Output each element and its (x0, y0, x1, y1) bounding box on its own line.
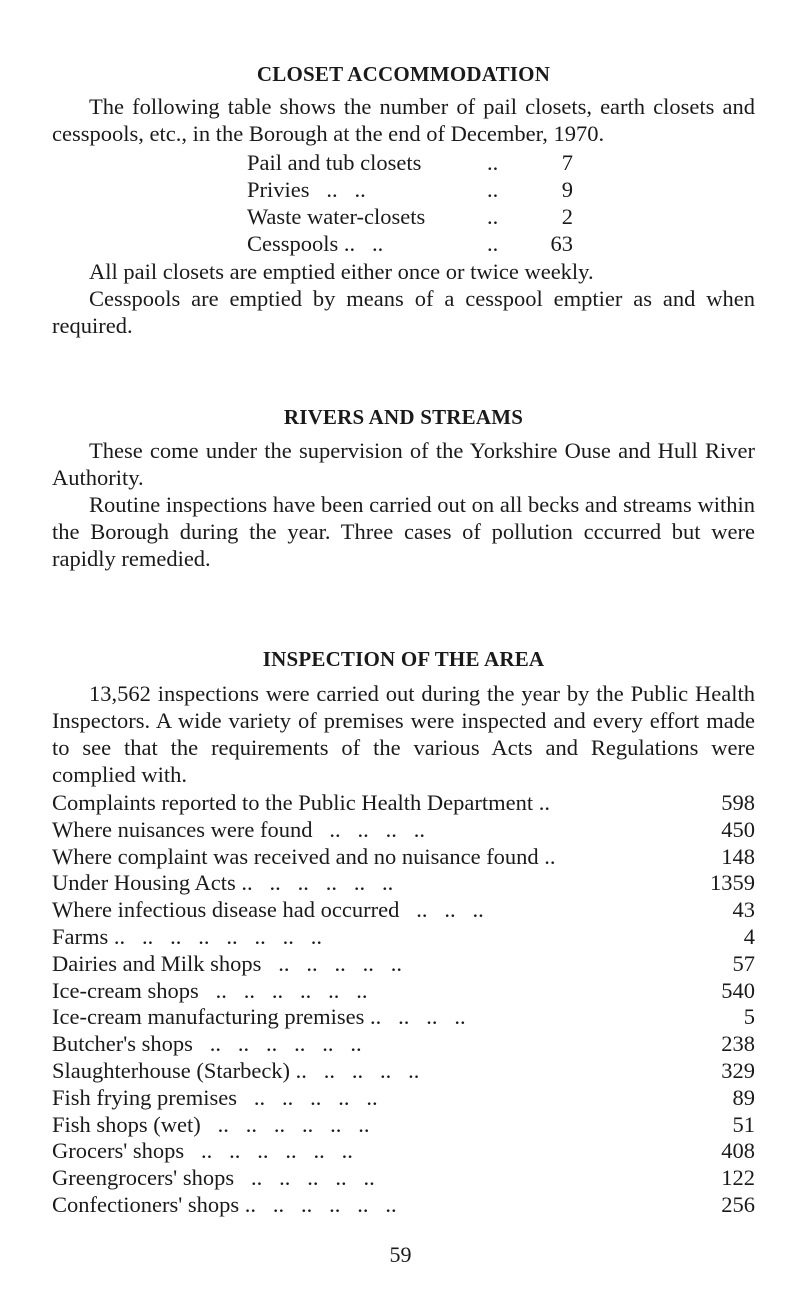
row-label: Ice-cream shops .. .. .. .. .. .. (52, 977, 368, 1003)
table-row (247, 176, 577, 203)
row-label: Where nuisances were found .. .. .. .. (52, 816, 426, 842)
table-row (247, 203, 577, 230)
row-value: 43 (732, 897, 755, 923)
row-value: 51 (732, 1111, 755, 1137)
row-value: 89 (732, 1084, 755, 1110)
table-row (52, 816, 755, 843)
table-row (52, 1191, 755, 1218)
row-value: 329 (721, 1057, 755, 1083)
row-value: 256 (721, 1191, 755, 1217)
row-value: 408 (721, 1138, 755, 1164)
row-label: Farms .. .. .. .. .. .. .. .. (52, 923, 322, 949)
table-row (52, 1003, 755, 1030)
closet-intro-paragraph: The following table shows the number of pail closets, earth closets and cesspools, etc., in the Borough at the end of December, 1970. (52, 94, 755, 146)
table-row (52, 1057, 755, 1084)
row-label: Cesspools .. .. (247, 231, 384, 256)
table-row (52, 1030, 755, 1057)
row-label: Grocers' shops .. .. .. .. .. .. (52, 1138, 353, 1164)
rivers-streams-heading: RIVERS AND STREAMS (283, 405, 524, 429)
rivers-inspection-paragraph: Routine inspections have been carried out on all becks and streams within the Borough during the year. Three cases of pollution cccurred but were rapidly remedied. (52, 492, 755, 571)
rivers-authority-paragraph: These come under the supervision of the Yorkshire Ouse and Hull River Authority. (52, 438, 755, 490)
row-value: 57 (732, 950, 755, 976)
row-dots: .. (487, 231, 499, 256)
row-value: 5 (743, 1004, 755, 1030)
table-row (52, 843, 755, 870)
pail-closets-note: All pail closets are emptied either once or twice weekly. (89, 259, 594, 284)
row-label: Where complaint was received and no nuisance found .. (52, 843, 556, 869)
row-value: 238 (721, 1031, 755, 1057)
row-label: Ice-cream manufacturing premises .. .. .. .. (52, 1004, 466, 1030)
row-value: 598 (721, 790, 755, 815)
row-label: Waste water-closets (247, 204, 426, 229)
table-row (52, 789, 755, 816)
inspection-heading: INSPECTION OF THE AREA (262, 647, 545, 671)
row-value: 63 (550, 231, 573, 256)
row-value: 9 (561, 177, 573, 202)
cesspools-note: Cesspools are emptied by means of a cesspool emptier as and when required. (52, 286, 755, 338)
table-row (52, 923, 755, 950)
inspection-intro-paragraph: 13,562 inspections were carried out during the year by the Public Health Inspectors. A wide variety of premises were inspected and every effort made to see that the requirements of the various Acts and Regulations were complied with. (52, 681, 755, 787)
row-label: Fish frying premises .. .. .. .. .. (52, 1084, 378, 1110)
closet-accommodation-heading: CLOSET ACCOMMODATION (256, 62, 551, 86)
closet-count-table (247, 149, 577, 257)
row-label: Complaints reported to the Public Health Department .. (52, 790, 551, 815)
row-label: Under Housing Acts .. .. .. .. .. .. (52, 870, 394, 896)
row-value: 7 (561, 150, 573, 175)
row-value: 148 (721, 843, 755, 869)
table-row (52, 896, 755, 923)
inspection-table (52, 789, 755, 1218)
closet-notes (52, 258, 755, 339)
table-row (247, 149, 577, 176)
table-row (52, 869, 755, 896)
row-label: Pail and tub closets (247, 150, 422, 175)
row-label: Slaughterhouse (Starbeck) .. .. .. .. .. (52, 1057, 420, 1083)
table-row (52, 1137, 755, 1164)
row-label: Greengrocers' shops .. .. .. .. .. (52, 1165, 375, 1191)
row-label: Dairies and Milk shops .. .. .. .. .. (52, 950, 402, 976)
table-row (52, 950, 755, 977)
page-number: 59 (389, 1242, 412, 1267)
row-dots: .. (487, 177, 499, 202)
row-value: 540 (721, 977, 755, 1003)
row-label: Fish shops (wet) .. .. .. .. .. .. (52, 1111, 370, 1137)
row-label: Butcher's shops .. .. .. .. .. .. (52, 1031, 362, 1057)
row-label: Where infectious disease had occurred .. .. .. (52, 897, 484, 923)
row-value: 4 (743, 923, 755, 949)
table-row (52, 1164, 755, 1191)
table-row (52, 1084, 755, 1111)
table-row (247, 230, 577, 257)
rivers-body (52, 437, 755, 572)
row-label: Privies .. .. (247, 177, 366, 202)
row-value: 2 (561, 204, 573, 229)
row-value: 1359 (710, 870, 755, 896)
row-dots: .. (487, 150, 499, 175)
row-dots: .. (487, 204, 499, 229)
row-label: Confectioners' shops .. .. .. .. .. .. (52, 1191, 397, 1217)
table-row (52, 977, 755, 1004)
table-row (52, 1111, 755, 1138)
row-value: 122 (721, 1165, 755, 1191)
row-value: 450 (721, 816, 755, 842)
